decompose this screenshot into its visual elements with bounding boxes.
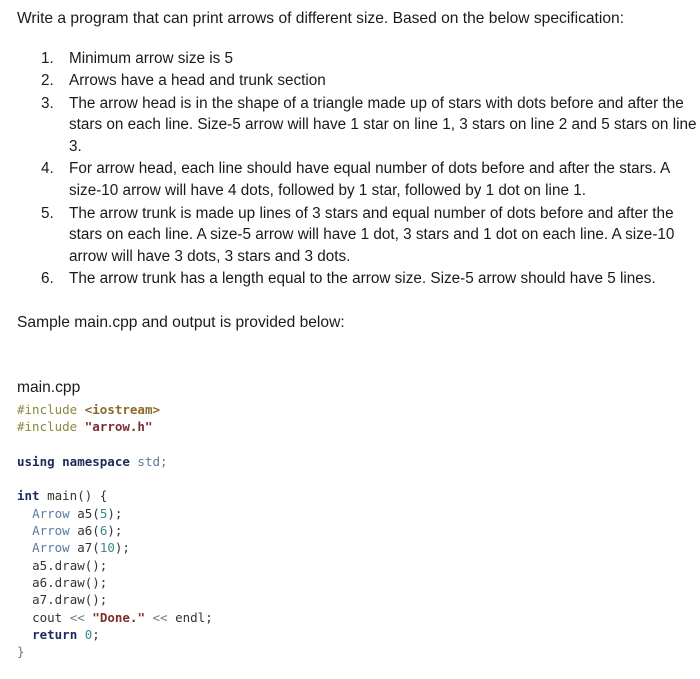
spec-item <box>17 48 697 70</box>
string-literal: "Done." <box>92 609 145 625</box>
code-line <box>17 523 122 538</box>
type-name: Arrow <box>32 540 70 556</box>
spec-item <box>17 70 697 92</box>
cout-identifier: cout <box>32 609 63 625</box>
specification-list <box>17 48 697 291</box>
code-line <box>17 402 160 417</box>
number-literal: 10 <box>99 540 115 556</box>
include-header: "arrow.h" <box>84 419 153 435</box>
include-directive: #include <box>17 402 78 417</box>
code-block <box>17 401 213 660</box>
variable-decl: a7( <box>77 540 100 556</box>
spec-item-text: The arrow head is in the shape of a triangle made up of stars with dots before and after the stars on each line. Size-5 arrow will have 1 star on line 1, 3 stars on line 2 and 5 stars on line 3. <box>69 94 697 156</box>
method-call: a5.draw(); <box>32 557 108 573</box>
return-keyword: return <box>32 626 78 642</box>
using-keyword: using namespace <box>17 453 130 469</box>
code-line <box>17 419 152 434</box>
namespace-name: std; <box>137 453 168 469</box>
punctuation: ); <box>114 540 130 556</box>
spec-item-number: 5. <box>41 204 54 222</box>
spec-item <box>17 158 697 202</box>
type-name: Arrow <box>32 505 70 521</box>
code-line <box>17 454 168 469</box>
number-literal: 5 <box>99 505 108 521</box>
spec-item-text: Minimum arrow size is 5 <box>69 50 234 67</box>
code-filename: main.cpp <box>17 379 81 396</box>
code-line <box>17 558 107 573</box>
code-line <box>17 610 213 625</box>
main-signature: main() { <box>47 488 108 504</box>
spec-item-text: The arrow trunk has a length equal to the arrow size. Size-5 arrow should have 5 lines. <box>69 270 656 288</box>
spec-item <box>17 268 697 290</box>
spec-item-number: 1. <box>41 50 54 67</box>
spec-item-text: Arrows have a head and trunk section <box>69 72 326 90</box>
stream-operator: << <box>69 609 85 625</box>
punctuation: ); <box>107 523 123 539</box>
method-call: a7.draw(); <box>32 592 108 608</box>
variable-decl: a5( <box>77 505 100 521</box>
number-literal: 6 <box>99 523 108 539</box>
code-line <box>17 506 122 521</box>
include-directive: #include <box>17 419 78 435</box>
punctuation: ); <box>107 505 123 521</box>
closing-brace: } <box>17 644 25 660</box>
spec-item <box>17 93 697 158</box>
punctuation: ; <box>92 626 100 642</box>
include-header: <iostream> <box>84 402 161 417</box>
spec-item <box>17 203 697 268</box>
spec-item-number: 4. <box>41 160 54 178</box>
spec-item-number: 6. <box>41 270 54 288</box>
endl-identifier: endl; <box>175 609 213 625</box>
method-call: a6.draw(); <box>32 574 108 590</box>
code-line <box>17 644 25 659</box>
int-keyword: int <box>17 488 40 504</box>
sample-intro-text: Sample main.cpp and output is provided below: <box>17 314 345 331</box>
number-literal: 0 <box>84 626 93 642</box>
code-line <box>17 575 107 590</box>
code-line <box>17 540 130 555</box>
spec-item-text: For arrow head, each line should have equal number of dots before and after the stars. A size-10 arrow will have 4 dots, followed by 1 star, followed by 1 dot on line 1. <box>69 160 670 200</box>
code-line <box>17 627 100 642</box>
variable-decl: a6( <box>77 523 100 539</box>
code-line <box>17 592 107 607</box>
stream-operator: << <box>152 609 168 625</box>
spec-item-number: 3. <box>41 94 54 112</box>
spec-item-text: The arrow trunk is made up lines of 3 stars and equal number of dots before and after the stars on each line. A size-5 arrow will have 1 dot, 3 stars and 1 dot on each line. A size-10 arrow will have 3 dots, 3 stars and 3 dots. <box>69 204 675 266</box>
spec-item-number: 2. <box>41 72 54 90</box>
intro-text: Write a program that can print arrows of different size. Based on the below specification: <box>17 10 625 27</box>
type-name: Arrow <box>32 523 70 539</box>
code-line <box>17 488 107 503</box>
